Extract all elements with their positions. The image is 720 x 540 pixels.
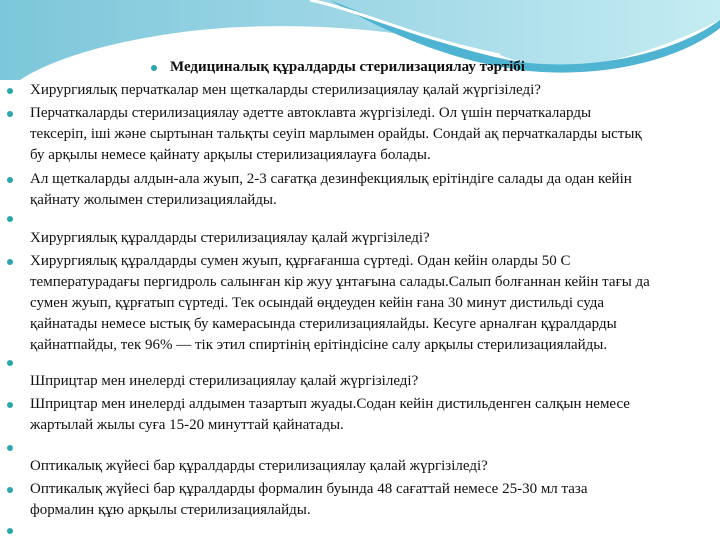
bullet-icon (7, 216, 13, 222)
bullet-icon (7, 528, 13, 534)
list-item-text: қайнату жолымен стерилизациялайды. (30, 192, 277, 208)
bullet-icon (7, 445, 13, 451)
bullet-icon (7, 177, 13, 183)
list-item-text: температурадағы пергидроль салынған кір жуу ұнтағына салады.Салып болғаннан кейін тағы да (30, 274, 650, 290)
list-item-text: Ал щеткаларды алдын-ала жуып, 2-3 сағатқа дезинфекциялық ерітіндіге салады да одан кейін (30, 171, 632, 187)
bullet-icon (7, 360, 13, 366)
list-item-text: Оптикалық жүйесі бар құралдарды формалин буында 48 сағаттай немесе 25-30 мл таза (30, 481, 588, 497)
list-item-text: Шприцтар мен инелерді алдымен тазартып жуады.Содан кейін дистильденген салқын немесе (30, 396, 630, 412)
list-item-text: Хирургиялық құралдарды сумен жуып, құрғағанша сүртеді. Одан кейін оларды 50 С (30, 253, 571, 269)
bullet-icon (7, 111, 13, 117)
bullet-icon (7, 259, 13, 265)
list-item-text: Хирургиялық перчаткалар мен щеткаларды стерилизациялау қалай жүргізіледі? (30, 82, 541, 98)
list-item-text: қайнатады немесе ыстық бу камерасында стерилизациялайды. Кесуге арналған құралдарды (30, 316, 617, 332)
list-item-text: Хирургиялық құралдарды стерилизациялау қалай жүргізіледі? (30, 230, 430, 246)
title-text: Медициналық құралдарды стерилизациялау тәртібі (170, 59, 525, 75)
list-item-text: Перчаткаларды стерилизациялау әдетте автоклавта жүргізіледі. Ол үшін перчаткаларды (30, 105, 592, 121)
list-item-text: Оптикалық жүйесі бар құралдарды стерилизациялау қалай жүргізіледі? (30, 458, 488, 474)
bullet-icon (7, 88, 13, 94)
bullet-icon (151, 65, 157, 71)
list-item-text: жартылай жылы суға 15-20 минуттай қайнатады. (30, 417, 344, 433)
list-item-text: қайнатпайды, тек 96% — тік этил спиртінің ерітіндісіне салу арқылы стерилизациялайды. (30, 337, 608, 353)
bullet-icon (7, 487, 13, 493)
list-item-text: Шприцтар мен инелерді стерилизациялау қалай жүргізіледі? (30, 373, 419, 389)
list-item-text: тексеріп, іші және сыртынан тальқты сеуіп марлымен орайды. Сондай ақ перчаткаларды ыстық (30, 126, 642, 142)
list-item-text: бу арқылы немесе қайнату арқылы стерилизациялауға болады. (30, 147, 431, 163)
bullet-icon (7, 402, 13, 408)
list-item-text: сумен жуып, құрғатып сүртеді. Тек осындай өңдеуден кейін ғана 30 минут дистильді суда (30, 295, 605, 311)
list-item-text: формалин құю арқылы стерилизациялайды. (30, 502, 311, 518)
